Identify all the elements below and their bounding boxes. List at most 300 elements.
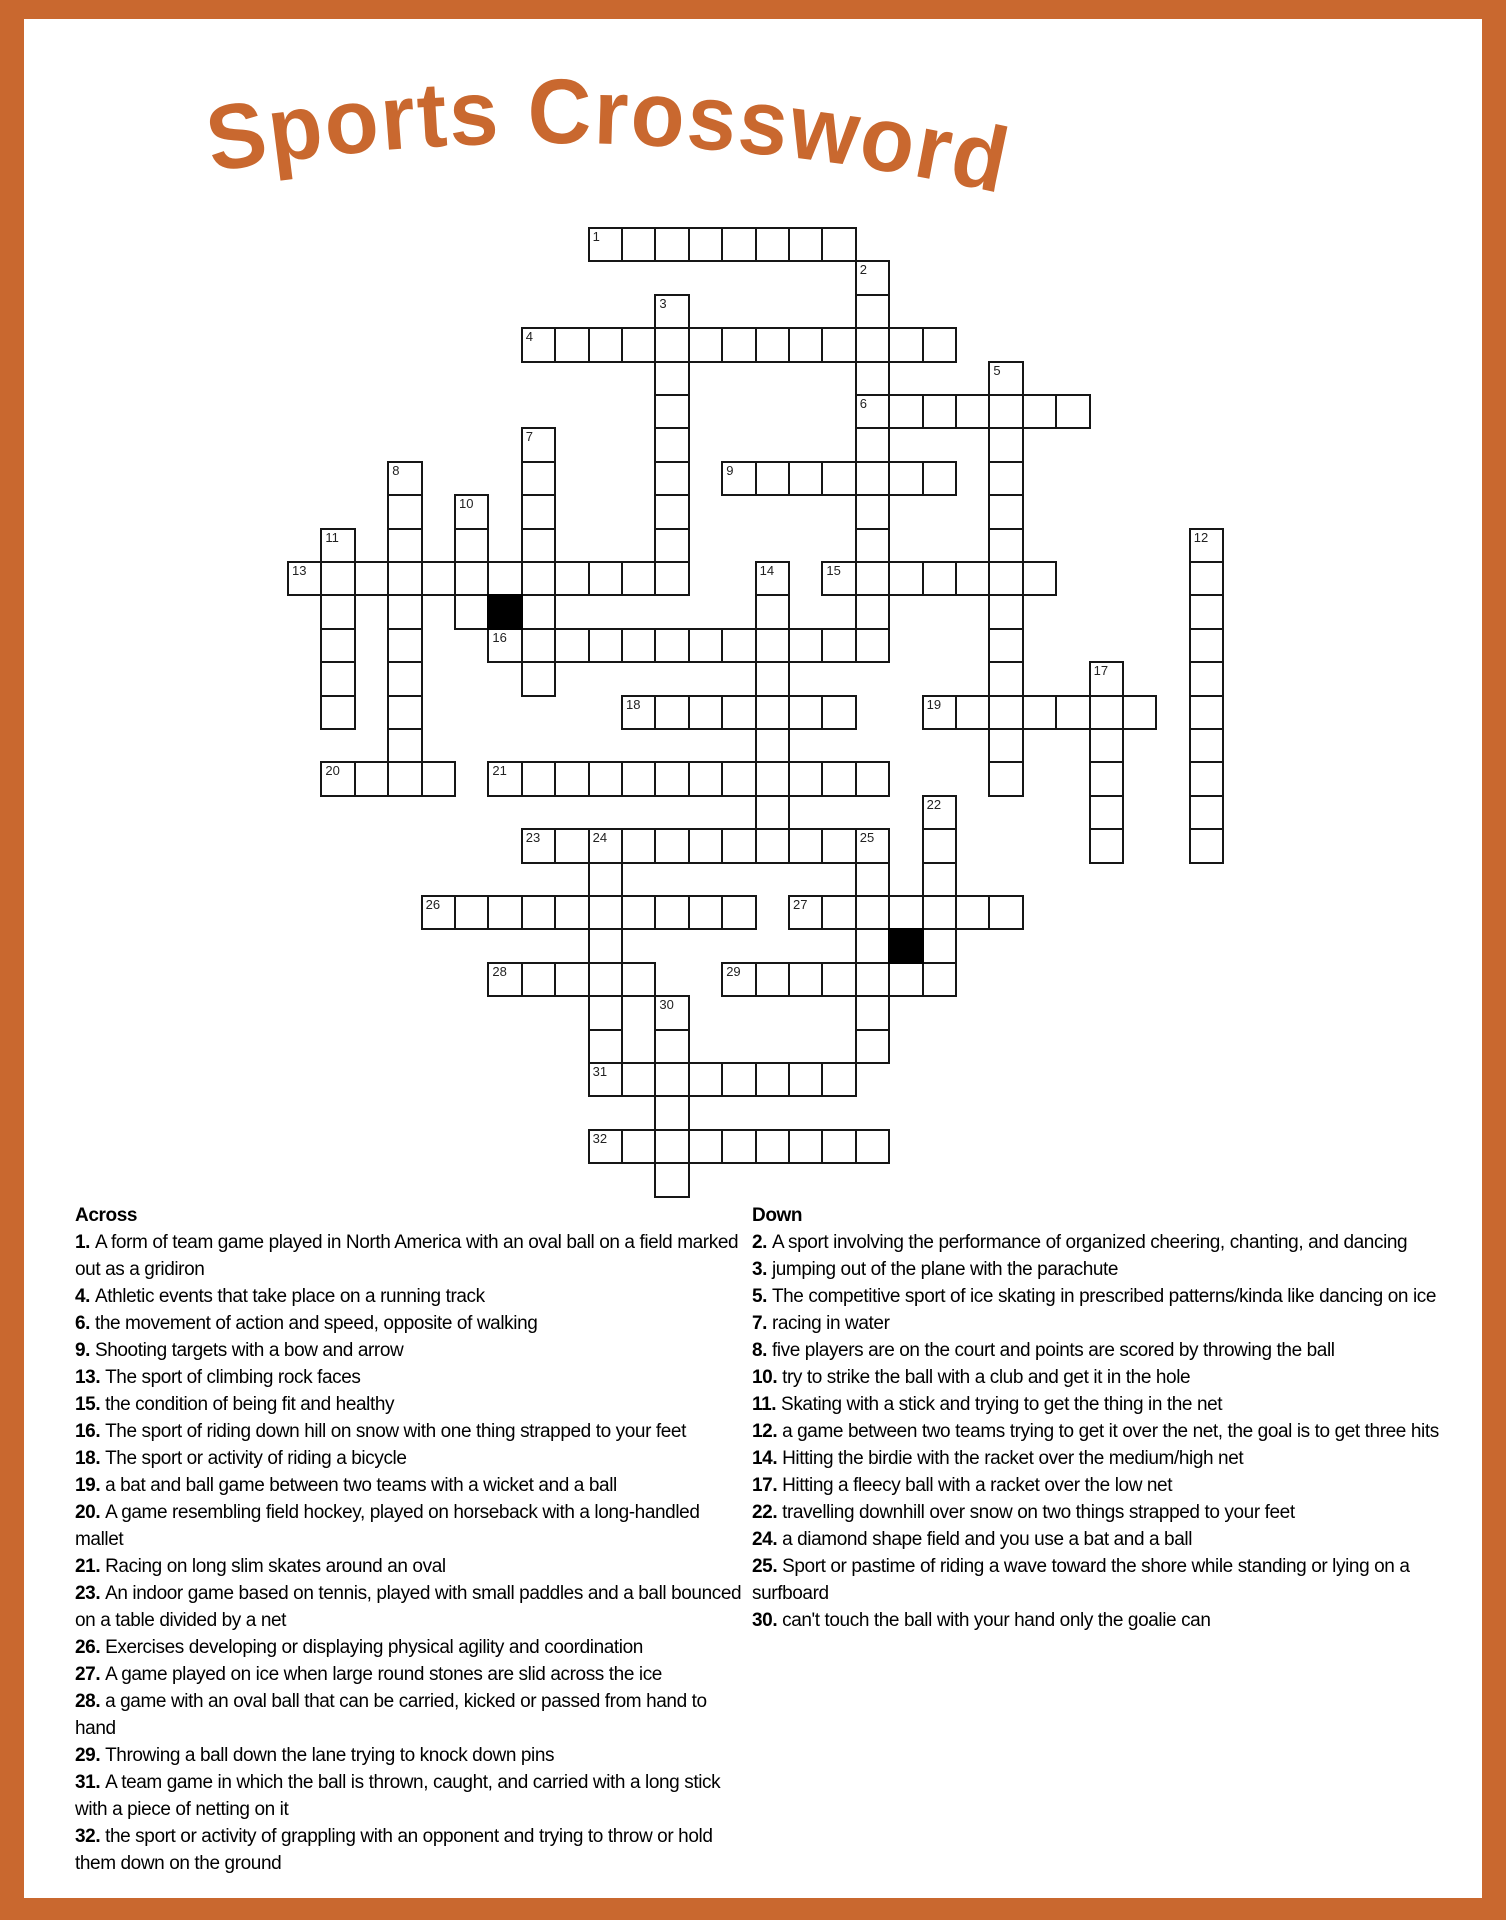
grid-cell[interactable]	[788, 695, 823, 730]
grid-cell[interactable]	[1189, 795, 1224, 830]
grid-cell[interactable]	[421, 895, 456, 930]
grid-cell[interactable]	[588, 1029, 623, 1064]
grid-cell[interactable]	[688, 828, 723, 863]
cell-number: 16	[492, 629, 507, 645]
grid-cell[interactable]	[855, 461, 890, 496]
down-clue-list	[752, 1229, 1452, 1634]
clue-number: 12.	[752, 1421, 783, 1442]
grid-cell[interactable]	[988, 661, 1023, 696]
grid-cell[interactable]	[855, 260, 890, 295]
grid-cell[interactable]	[688, 895, 723, 930]
grid-cell[interactable]	[721, 327, 756, 362]
clue-item: 5. The competitive sport of ice skating in prescribed patterns/kinda like dancing on ice	[752, 1286, 1437, 1307]
page-title	[0, 0, 1506, 230]
clue-item: 27. A game played on ice when large round stones are slid across the ice	[75, 1664, 662, 1685]
grid-cell[interactable]	[855, 828, 890, 863]
grid-cell[interactable]	[888, 327, 923, 362]
grid-cell[interactable]	[1189, 695, 1224, 730]
grid-cell[interactable]	[1189, 761, 1224, 796]
grid-cell[interactable]	[654, 1129, 689, 1164]
grid-cell[interactable]	[821, 628, 856, 663]
grid-cell[interactable]	[487, 962, 522, 997]
clue-item: 17. Hitting a fleecy ball with a racket over the low net	[752, 1475, 1173, 1496]
grid-cell[interactable]	[788, 1062, 823, 1097]
grid-cell[interactable]	[788, 1129, 823, 1164]
grid-cell[interactable]	[1189, 728, 1224, 763]
clue-number: 31.	[75, 1772, 106, 1793]
grid-cell[interactable]	[588, 928, 623, 963]
grid-cell[interactable]	[821, 461, 856, 496]
grid-cell[interactable]	[855, 628, 890, 663]
cell-number: 6	[859, 396, 868, 411]
grid-cell[interactable]	[487, 895, 522, 930]
grid-cell[interactable]	[521, 661, 556, 696]
grid-cell[interactable]	[454, 561, 489, 596]
grid-cell[interactable]	[821, 1129, 856, 1164]
clue-item: 13. The sport of climbing rock faces	[75, 1367, 361, 1388]
grid-cell[interactable]	[521, 761, 556, 796]
grid-cell[interactable]	[988, 895, 1023, 930]
grid-cell[interactable]	[721, 1062, 756, 1097]
grid-cell[interactable]	[588, 1062, 623, 1097]
grid-cell[interactable]	[454, 895, 489, 930]
grid-cell[interactable]	[521, 494, 556, 529]
grid-cell[interactable]	[755, 728, 790, 763]
grid-cell[interactable]	[855, 995, 890, 1030]
grid-cell[interactable]	[521, 594, 556, 629]
grid-cell[interactable]	[621, 227, 656, 262]
grid-cell[interactable]	[387, 728, 422, 763]
grid-cell[interactable]	[888, 561, 923, 596]
cell-number: 31	[592, 1064, 608, 1079]
clue-number: 19.	[75, 1475, 106, 1496]
down-clues	[752, 1202, 1452, 1634]
across-clue-list	[75, 1229, 751, 1877]
grid-cell[interactable]	[855, 561, 890, 596]
grid-cell[interactable]	[554, 962, 589, 997]
grid-cell[interactable]	[588, 628, 623, 663]
grid-cell[interactable]	[855, 1129, 890, 1164]
clue-number: 9.	[75, 1340, 95, 1361]
grid-cell[interactable]	[955, 895, 990, 930]
grid-cell[interactable]	[354, 561, 389, 596]
grid-cell[interactable]	[621, 628, 656, 663]
grid-cell[interactable]	[654, 628, 689, 663]
grid-cell[interactable]	[688, 761, 723, 796]
cell-number: 26	[425, 897, 441, 912]
grid-cell[interactable]	[621, 761, 656, 796]
grid-cell[interactable]	[521, 828, 556, 863]
grid-cell[interactable]	[955, 695, 990, 730]
grid-cell[interactable]	[1189, 528, 1224, 563]
grid-cell[interactable]	[855, 294, 890, 329]
grid-cell[interactable]	[755, 327, 790, 362]
grid-cell[interactable]	[654, 1095, 689, 1130]
grid-cell[interactable]	[554, 761, 589, 796]
grid-cell[interactable]	[988, 628, 1023, 663]
clue-item: 18. The sport or activity of riding a bicycle	[75, 1448, 407, 1469]
grid-cell[interactable]	[721, 1129, 756, 1164]
grid-cell[interactable]	[1189, 628, 1224, 663]
grid-cell[interactable]	[755, 828, 790, 863]
clue-item: 12. a game between two teams trying to get it over the net, the goal is to get three hits	[752, 1421, 1439, 1442]
grid-cell[interactable]	[821, 962, 856, 997]
grid-cell[interactable]	[755, 628, 790, 663]
grid-cell[interactable]	[922, 327, 957, 362]
grid-cell[interactable]	[788, 227, 823, 262]
cell-number: 3	[659, 295, 667, 311]
black-cell	[487, 594, 522, 629]
grid-cell[interactable]	[387, 695, 422, 730]
grid-cell[interactable]	[1022, 561, 1057, 596]
grid-cell[interactable]	[788, 828, 823, 863]
grid-cell[interactable]	[988, 361, 1023, 396]
grid-cell[interactable]	[688, 327, 723, 362]
grid-cell[interactable]	[821, 895, 856, 930]
cell-number: 21	[492, 763, 507, 779]
grid-cell[interactable]	[788, 628, 823, 663]
clue-item: 4. Athletic events that take place on a running track	[75, 1286, 485, 1307]
grid-cell[interactable]	[855, 327, 890, 362]
grid-cell[interactable]	[755, 461, 790, 496]
grid-cell[interactable]	[755, 695, 790, 730]
grid-cell[interactable]	[721, 695, 756, 730]
grid-cell[interactable]	[654, 327, 689, 362]
grid-cell[interactable]	[654, 394, 689, 429]
grid-cell[interactable]	[487, 561, 522, 596]
grid-cell[interactable]	[387, 594, 422, 629]
grid-cell[interactable]	[654, 995, 689, 1030]
clue-item: 31. A team game in which the ball is thrown, caught, and carried with a long stick with a piece of netting on it	[75, 1772, 721, 1820]
grid-cell[interactable]	[1089, 695, 1124, 730]
grid-cell[interactable]	[588, 327, 623, 362]
cell-number: 23	[525, 830, 541, 846]
grid-cell[interactable]	[855, 528, 890, 563]
grid-cell[interactable]	[421, 761, 456, 796]
grid-cell[interactable]	[922, 895, 957, 930]
grid-cell[interactable]	[588, 561, 623, 596]
clue-number: 26.	[75, 1637, 106, 1658]
grid-cell[interactable]	[521, 561, 556, 596]
grid-cell[interactable]	[721, 761, 756, 796]
grid-cell[interactable]	[320, 594, 355, 629]
grid-cell[interactable]	[654, 1062, 689, 1097]
grid-cell[interactable]	[988, 594, 1023, 629]
grid-cell[interactable]	[554, 561, 589, 596]
grid-cell[interactable]	[588, 761, 623, 796]
grid-cell[interactable]	[621, 695, 656, 730]
grid-cell[interactable]	[721, 895, 756, 930]
grid-cell[interactable]	[988, 461, 1023, 496]
grid-cell[interactable]	[855, 962, 890, 997]
grid-cell[interactable]	[320, 561, 355, 596]
grid-cell[interactable]	[654, 294, 689, 329]
clue-number: 2.	[752, 1232, 772, 1253]
grid-cell[interactable]	[788, 761, 823, 796]
grid-cell[interactable]	[588, 862, 623, 897]
grid-cell[interactable]	[688, 628, 723, 663]
grid-cell[interactable]	[721, 962, 756, 997]
grid-cell[interactable]	[1189, 828, 1224, 863]
grid-cell[interactable]	[721, 227, 756, 262]
clue-item: 19. a bat and ball game between two teams with a wicket and a ball	[75, 1475, 617, 1496]
cell-number: 17	[1093, 663, 1109, 679]
grid-cell[interactable]	[521, 327, 556, 362]
grid-cell[interactable]	[554, 895, 589, 930]
grid-cell[interactable]	[654, 494, 689, 529]
cell-number: 12	[1193, 529, 1209, 545]
grid-cell[interactable]	[755, 761, 790, 796]
page-title-text: Sports Crossword	[199, 60, 1021, 214]
grid-cell[interactable]	[988, 561, 1023, 596]
grid-cell[interactable]	[788, 461, 823, 496]
grid-cell[interactable]	[654, 828, 689, 863]
grid-cell[interactable]	[821, 327, 856, 362]
grid-cell[interactable]	[487, 761, 522, 796]
clue-item: 10. try to strike the ball with a club and get it in the hole	[752, 1367, 1191, 1388]
clue-number: 4.	[75, 1286, 95, 1307]
grid-cell[interactable]	[888, 895, 923, 930]
grid-cell[interactable]	[1089, 728, 1124, 763]
grid-cell[interactable]	[1089, 661, 1124, 696]
grid-cell[interactable]	[988, 695, 1023, 730]
grid-cell[interactable]	[1055, 394, 1090, 429]
clue-item: 1. A form of team game played in North America with an oval ball on a field marked out as a gridiron	[75, 1232, 739, 1280]
grid-cell[interactable]	[855, 761, 890, 796]
grid-cell[interactable]	[320, 661, 355, 696]
svg-text:Sports Crossword	[199, 60, 1021, 214]
cell-number: 7	[525, 429, 534, 445]
grid-cell[interactable]	[521, 962, 556, 997]
grid-cell[interactable]	[1122, 695, 1157, 730]
grid-cell[interactable]	[855, 427, 890, 462]
grid-cell[interactable]	[554, 828, 589, 863]
grid-cell[interactable]	[855, 494, 890, 529]
grid-cell[interactable]	[1089, 761, 1124, 796]
grid-cell[interactable]	[521, 628, 556, 663]
grid-cell[interactable]	[955, 561, 990, 596]
grid-cell[interactable]	[855, 1029, 890, 1064]
clue-item: 8. five players are on the court and points are scored by throwing the ball	[752, 1340, 1335, 1361]
clue-item: 11. Skating with a stick and trying to get the thing in the net	[752, 1394, 1223, 1415]
grid-cell[interactable]	[654, 895, 689, 930]
grid-cell[interactable]	[621, 561, 656, 596]
clue-number: 29.	[75, 1745, 106, 1766]
cell-number: 14	[759, 563, 775, 578]
grid-cell[interactable]	[922, 461, 957, 496]
grid-cell[interactable]	[755, 227, 790, 262]
grid-cell[interactable]	[621, 895, 656, 930]
grid-cell[interactable]	[922, 828, 957, 863]
grid-cell[interactable]	[888, 962, 923, 997]
grid-cell[interactable]	[821, 561, 856, 596]
grid-cell[interactable]	[855, 361, 890, 396]
clue-item: 29. Throwing a ball down the lane trying to knock down pins	[75, 1745, 555, 1766]
grid-cell[interactable]	[922, 695, 957, 730]
grid-cell[interactable]	[521, 461, 556, 496]
clue-item: 21. Racing on long slim skates around an oval	[75, 1556, 446, 1577]
clue-number: 22.	[752, 1502, 783, 1523]
grid-cell[interactable]	[922, 394, 957, 429]
grid-cell[interactable]	[855, 928, 890, 963]
clue-number: 24.	[752, 1529, 783, 1550]
grid-cell[interactable]	[922, 561, 957, 596]
grid-cell[interactable]	[588, 1129, 623, 1164]
grid-cell[interactable]	[320, 628, 355, 663]
grid-cell[interactable]	[588, 995, 623, 1030]
across-header: Across	[75, 1205, 138, 1226]
grid-cell[interactable]	[387, 661, 422, 696]
grid-cell[interactable]	[821, 761, 856, 796]
grid-cell[interactable]	[988, 528, 1023, 563]
grid-cell[interactable]	[387, 561, 422, 596]
grid-cell[interactable]	[855, 594, 890, 629]
grid-cell[interactable]	[755, 795, 790, 830]
grid-cell[interactable]	[755, 1129, 790, 1164]
grid-cell[interactable]	[688, 1129, 723, 1164]
grid-cell[interactable]	[654, 227, 689, 262]
grid-cell[interactable]	[387, 461, 422, 496]
clue-item: 9. Shooting targets with a bow and arrow	[75, 1340, 404, 1361]
cell-number: 19	[926, 696, 942, 712]
grid-cell[interactable]	[554, 327, 589, 362]
grid-cell[interactable]	[1189, 594, 1224, 629]
grid-cell[interactable]	[821, 695, 856, 730]
grid-cell[interactable]	[387, 761, 422, 796]
grid-cell[interactable]	[755, 594, 790, 629]
clue-item: 32. the sport or activity of grappling with an opponent and trying to throw or hold them down on the ground	[75, 1826, 713, 1874]
grid-cell[interactable]	[387, 528, 422, 563]
grid-cell[interactable]	[654, 461, 689, 496]
grid-cell[interactable]	[654, 361, 689, 396]
cell-number: 25	[859, 830, 875, 846]
clue-number: 7.	[752, 1313, 772, 1334]
grid-cell[interactable]	[988, 761, 1023, 796]
cell-number: 13	[292, 563, 307, 578]
grid-cell[interactable]	[988, 427, 1023, 462]
grid-cell[interactable]	[654, 1162, 689, 1197]
grid-cell[interactable]	[922, 795, 957, 830]
grid-cell[interactable]	[721, 628, 756, 663]
grid-cell[interactable]	[821, 828, 856, 863]
grid-cell[interactable]	[688, 227, 723, 262]
clue-number: 20.	[75, 1502, 106, 1523]
down-header: Down	[752, 1205, 803, 1226]
grid-cell[interactable]	[855, 394, 890, 429]
grid-cell[interactable]	[588, 227, 623, 262]
grid-cell[interactable]	[621, 1062, 656, 1097]
grid-cell[interactable]	[1089, 795, 1124, 830]
grid-cell[interactable]	[1055, 695, 1090, 730]
clue-number: 32.	[75, 1826, 106, 1847]
grid-cell[interactable]	[654, 561, 689, 596]
grid-cell[interactable]	[320, 528, 355, 563]
grid-cell[interactable]	[287, 561, 322, 596]
grid-cell[interactable]	[922, 962, 957, 997]
grid-cell[interactable]	[888, 461, 923, 496]
cell-number: 10	[459, 496, 474, 512]
grid-cell[interactable]	[988, 394, 1023, 429]
clue-number: 27.	[75, 1664, 106, 1685]
grid-cell[interactable]	[654, 1029, 689, 1064]
grid-cell[interactable]	[1022, 394, 1057, 429]
grid-cell[interactable]	[654, 427, 689, 462]
grid-cell[interactable]	[821, 1062, 856, 1097]
grid-cell[interactable]	[988, 728, 1023, 763]
grid-cell[interactable]	[855, 895, 890, 930]
grid-cell[interactable]	[855, 862, 890, 897]
grid-cell[interactable]	[755, 1062, 790, 1097]
grid-cell[interactable]	[1189, 561, 1224, 596]
clue-item: 28. a game with an oval ball that can be carried, kicked or passed from hand to hand	[75, 1691, 707, 1739]
grid-cell[interactable]	[755, 661, 790, 696]
grid-cell[interactable]	[454, 494, 489, 529]
grid-cell[interactable]	[922, 862, 957, 897]
clue-item: 20. A game resembling field hockey, played on horseback with a long-handled mallet	[75, 1502, 700, 1550]
grid-cell[interactable]	[688, 1062, 723, 1097]
grid-cell[interactable]	[588, 828, 623, 863]
grid-cell[interactable]	[588, 962, 623, 997]
grid-cell[interactable]	[320, 761, 355, 796]
grid-cell[interactable]	[788, 895, 823, 930]
clue-item: 16. The sport of riding down hill on snow with one thing strapped to your feet	[75, 1421, 686, 1442]
grid-cell[interactable]	[888, 394, 923, 429]
grid-cell[interactable]	[654, 695, 689, 730]
grid-cell[interactable]	[955, 394, 990, 429]
grid-cell[interactable]	[354, 761, 389, 796]
grid-cell[interactable]	[621, 1129, 656, 1164]
grid-cell[interactable]	[421, 561, 456, 596]
grid-cell[interactable]	[788, 327, 823, 362]
grid-cell[interactable]	[487, 628, 522, 663]
grid-cell[interactable]	[755, 561, 790, 596]
clue-number: 30.	[752, 1610, 783, 1631]
grid-cell[interactable]	[788, 962, 823, 997]
grid-cell[interactable]	[988, 494, 1023, 529]
grid-cell[interactable]	[821, 227, 856, 262]
grid-cell[interactable]	[654, 761, 689, 796]
grid-cell[interactable]	[721, 828, 756, 863]
grid-cell[interactable]	[688, 695, 723, 730]
grid-cell[interactable]	[521, 427, 556, 462]
grid-cell[interactable]	[588, 895, 623, 930]
grid-cell[interactable]	[521, 895, 556, 930]
grid-cell[interactable]	[621, 327, 656, 362]
grid-cell[interactable]	[721, 461, 756, 496]
grid-cell[interactable]	[654, 528, 689, 563]
grid-cell[interactable]	[1022, 695, 1057, 730]
grid-cell[interactable]	[755, 962, 790, 997]
grid-cell[interactable]	[922, 928, 957, 963]
grid-cell[interactable]	[1089, 828, 1124, 863]
clue-number: 11.	[752, 1394, 782, 1415]
grid-cell[interactable]	[320, 695, 355, 730]
black-cell	[888, 928, 923, 963]
grid-cell[interactable]	[621, 962, 656, 997]
grid-cell[interactable]	[1189, 661, 1224, 696]
grid-cell[interactable]	[554, 628, 589, 663]
grid-cell[interactable]	[454, 528, 489, 563]
grid-cell[interactable]	[621, 828, 656, 863]
grid-cell[interactable]	[387, 494, 422, 529]
grid-cell[interactable]	[387, 628, 422, 663]
cell-number: 22	[926, 796, 942, 812]
grid-cell[interactable]	[521, 528, 556, 563]
cell-number: 2	[859, 262, 868, 278]
clue-number: 10.	[752, 1367, 783, 1388]
grid-cell[interactable]	[454, 594, 489, 629]
clue-number: 21.	[75, 1556, 106, 1577]
